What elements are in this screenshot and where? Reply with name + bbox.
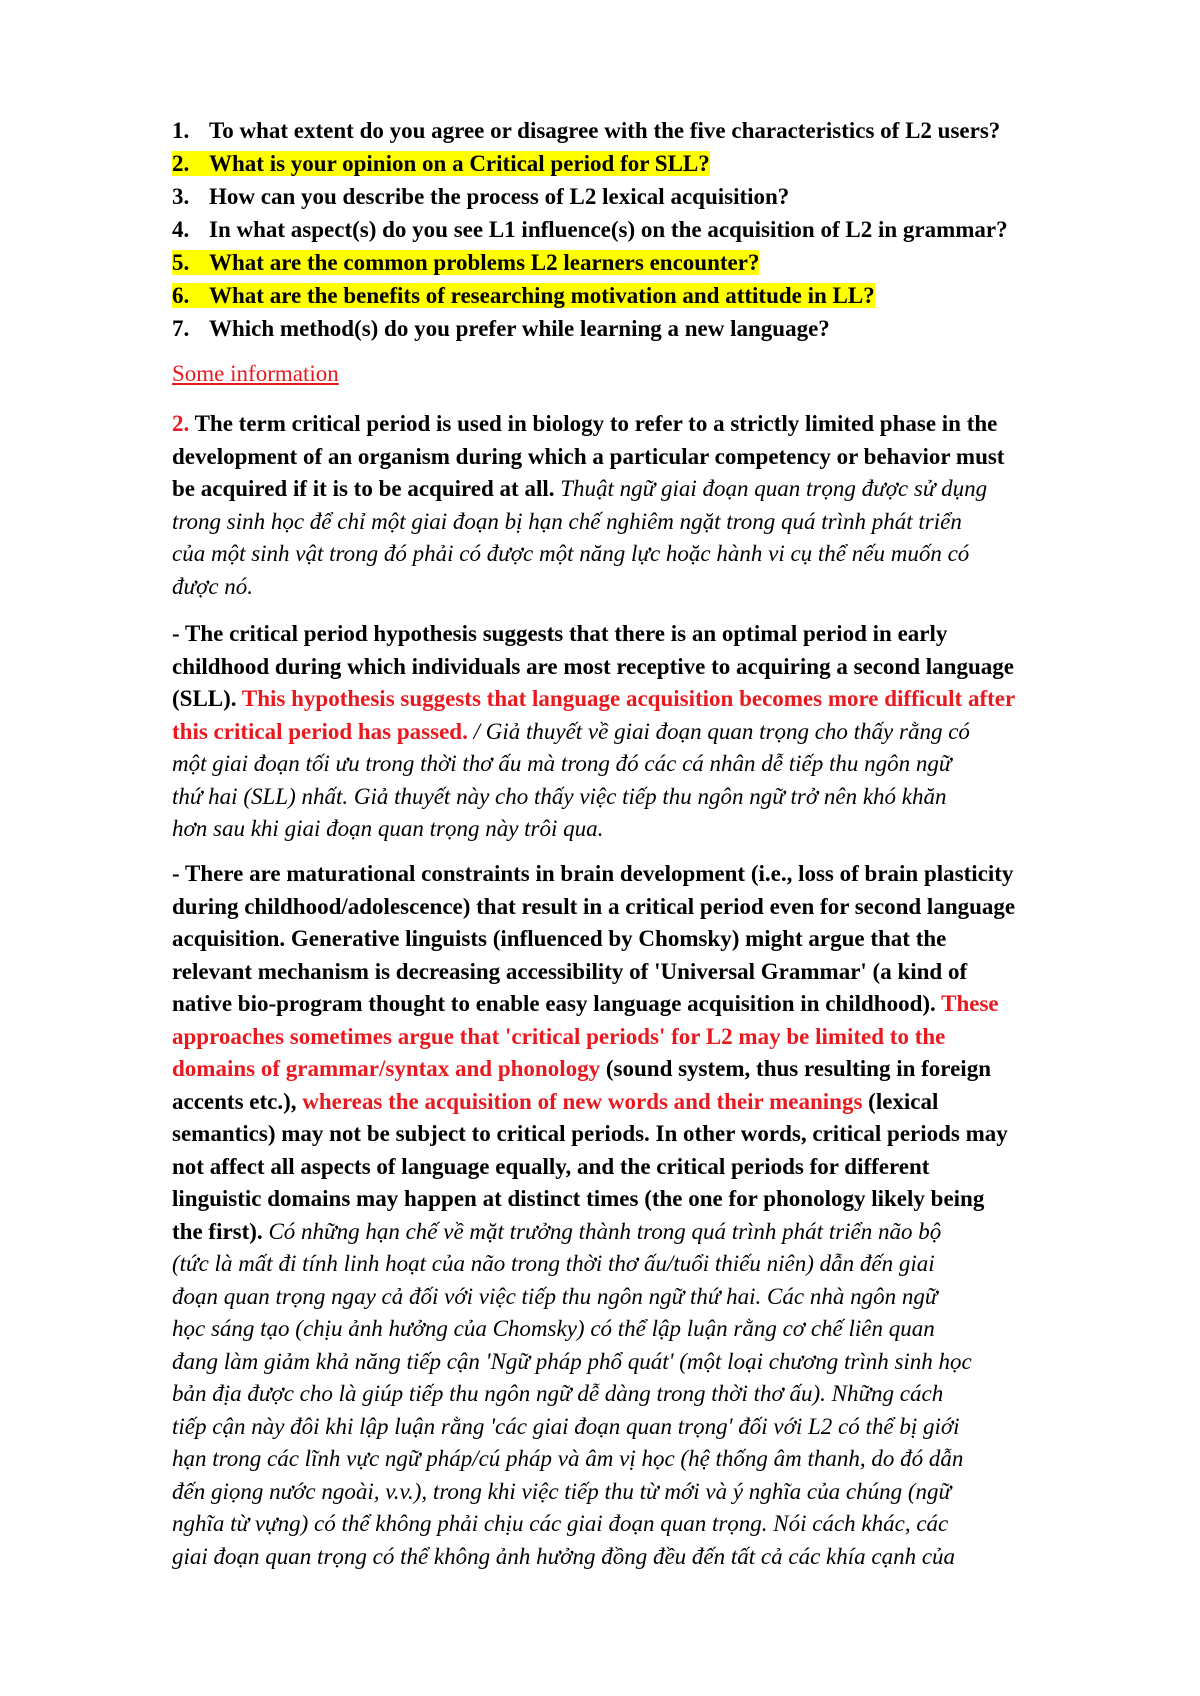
vietnamese-line: (tức là mất đi tính linh hoạt của não trong thời thơ ấu/tuổi thiếu niên) dẫn đến giai (172, 1251, 935, 1276)
paragraph-number: 2. (172, 411, 190, 436)
question-item (172, 213, 1112, 246)
question-list (172, 114, 1112, 345)
vietnamese-translation: Thuật ngữ giai đoạn quan trọng được sử dụng (560, 476, 988, 501)
text-line (172, 1053, 1097, 1086)
question-highlight (172, 250, 759, 275)
text-segment: The term critical period is used in biology to refer to a strictly limited phase in the (194, 411, 998, 436)
paragraph-hypothesis (172, 618, 1097, 846)
vietnamese-line: học sáng tạo (chịu ảnh hưởng của Chomsky) có thể lập luận rằng cơ chế liên quan (172, 1316, 935, 1341)
question-item (172, 114, 1112, 147)
question-text: What is your opinion on a Critical period for SLL? (209, 151, 710, 176)
question-text: What are the common problems L2 learners encounter? (209, 250, 760, 275)
text-line (172, 473, 1097, 506)
question-number: 7. (172, 316, 190, 341)
question-item (172, 147, 1112, 180)
text-segment: (sound system, thus resulting in foreign (605, 1056, 991, 1081)
red-text-line: approaches sometimes argue that 'critical periods' for L2 may be limited to the (172, 1023, 946, 1049)
question-text: Which method(s) do you prefer while learning a new language? (209, 316, 830, 341)
vietnamese-line: bản địa được cho là giúp tiếp thu ngôn ngữ dễ dàng trong thời thơ ấu). Những cách (172, 1381, 944, 1406)
text-line: relevant mechanism is decreasing accessibility of 'Universal Grammar' (a kind of (172, 958, 968, 984)
red-text-segment: domains of grammar/syntax and phonology (172, 1056, 601, 1081)
text-segment: (lexical (868, 1088, 939, 1114)
question-number: 1. (172, 118, 190, 143)
text-line: during childhood/adolescence) that result in a critical period even for second language (172, 893, 1016, 919)
question-highlight (172, 151, 710, 176)
red-text-segment: whereas the acquisition of new words and their meanings (302, 1088, 863, 1114)
text-line (172, 1086, 1097, 1119)
vietnamese-line: một giai đoạn tối ưu trong thời thơ ấu mà trong đó các cá nhân dễ tiếp thu ngôn ngữ (172, 751, 952, 776)
text-line: childhood during which individuals are most receptive to acquiring a second language (172, 653, 1014, 679)
question-text: How can you describe the process of L2 lexical acquisition? (209, 184, 790, 209)
section-heading: Some information (172, 361, 339, 386)
text-segment: (SLL). (172, 686, 237, 711)
vietnamese-line: đoạn quan trọng ngay cả đối với việc tiếp thu ngôn ngữ thứ hai. Các nhà ngôn ngữ (172, 1283, 938, 1309)
text-line: - The critical period hypothesis suggests that there is an optimal period in early (172, 621, 948, 646)
vietnamese-line: hơn sau khi giai đoạn quan trọng này trôi qua. (172, 816, 604, 841)
paragraph-critical-period-definition (172, 408, 1097, 603)
text-line: development of an organism during which a particular competency or behavior must (172, 443, 1005, 469)
vietnamese-line: nghĩa từ vựng) có thể không phải chịu các giai đoạn quan trọng. Nói cách khác, các (172, 1511, 949, 1536)
text-line (172, 1216, 1097, 1249)
vietnamese-line: đến giọng nước ngoài, v.v.), trong khi việc tiếp thu từ mới và ý nghĩa của chúng (ngữ (172, 1478, 952, 1504)
text-segment: the first). (172, 1218, 263, 1244)
text-line: not affect all aspects of language equally, and the critical periods for different (172, 1153, 930, 1179)
vietnamese-line: được nó. (172, 573, 254, 599)
question-text: To what extent do you agree or disagree with the five characteristics of L2 users? (209, 118, 1001, 143)
red-text-segment: This hypothesis suggests that language acquisition becomes more difficult after (241, 686, 1016, 711)
text-line: semantics) may not be subject to critical periods. In other words, critical periods may (172, 1121, 1008, 1146)
text-segment: be acquired if it is to be acquired at all. (172, 476, 555, 501)
vietnamese-line: hạn trong các lĩnh vực ngữ pháp/cú pháp và âm vị học (hệ thống âm thanh, do đó dẫn (172, 1446, 964, 1471)
question-text: What are the benefits of researching motivation and attitude in LL? (209, 283, 875, 308)
text-line: acquisition. Generative linguists (influenced by Chomsky) might argue that the (172, 926, 947, 951)
question-number: 4. (172, 217, 190, 242)
text-segment: native bio-program thought to enable easy language acquisition in childhood). (172, 991, 936, 1016)
vietnamese-line: trong sinh học để chỉ một giai đoạn bị hạn chế nghiêm ngặt trong quá trình phát triển (172, 508, 962, 534)
question-number: 3. (172, 184, 190, 209)
question-item (172, 279, 1112, 312)
question-item (172, 246, 1112, 279)
vietnamese-line: của một sinh vật trong đó phải có được một năng lực hoặc hành vi cụ thể nếu muốn có (172, 541, 970, 566)
paragraph-maturational-constraints (172, 858, 1097, 1573)
question-item (172, 312, 1112, 345)
vietnamese-line: đang làm giảm khả năng tiếp cận 'Ngữ pháp phổ quát' (một loại chương trình sinh học (172, 1348, 972, 1374)
vietnamese-translation: Có những hạn chế về mặt trưởng thành trong quá trình phát triển não bộ (268, 1218, 942, 1244)
red-text-segment: These (941, 991, 999, 1016)
vietnamese-line: giai đoạn quan trọng có thể không ảnh hưởng đồng đều đến tất cả các khía cạnh của (172, 1543, 956, 1569)
text-line (172, 716, 1097, 749)
question-text: In what aspect(s) do you see L1 influence(s) on the acquisition of L2 in grammar? (209, 217, 1008, 242)
question-number: 6. (172, 283, 190, 308)
text-line: linguistic domains may happen at distinct times (the one for phonology likely being (172, 1186, 985, 1211)
question-number: 2. (172, 151, 190, 176)
question-highlight (172, 283, 875, 308)
text-line (172, 683, 1097, 716)
question-item (172, 180, 1112, 213)
text-line (172, 988, 1097, 1021)
text-segment: accents etc.), (172, 1088, 297, 1114)
vietnamese-line: thứ hai (SLL) nhất. Giả thuyết này cho thấy việc tiếp thu ngôn ngữ trở nên khó khăn (172, 783, 947, 809)
text-line: - There are maturational constraints in brain development (i.e., loss of brain plasticity (172, 861, 1014, 886)
text-line (172, 408, 1097, 441)
red-text-segment: this critical period has passed. (172, 718, 468, 744)
vietnamese-line: tiếp cận này đôi khi lập luận rằng 'các giai đoạn quan trọng' đối với L2 có thể bị giới (172, 1413, 960, 1439)
vietnamese-translation: / Giả thuyết về giai đoạn quan trọng cho thấy rằng có (473, 718, 970, 744)
question-number: 5. (172, 250, 190, 275)
